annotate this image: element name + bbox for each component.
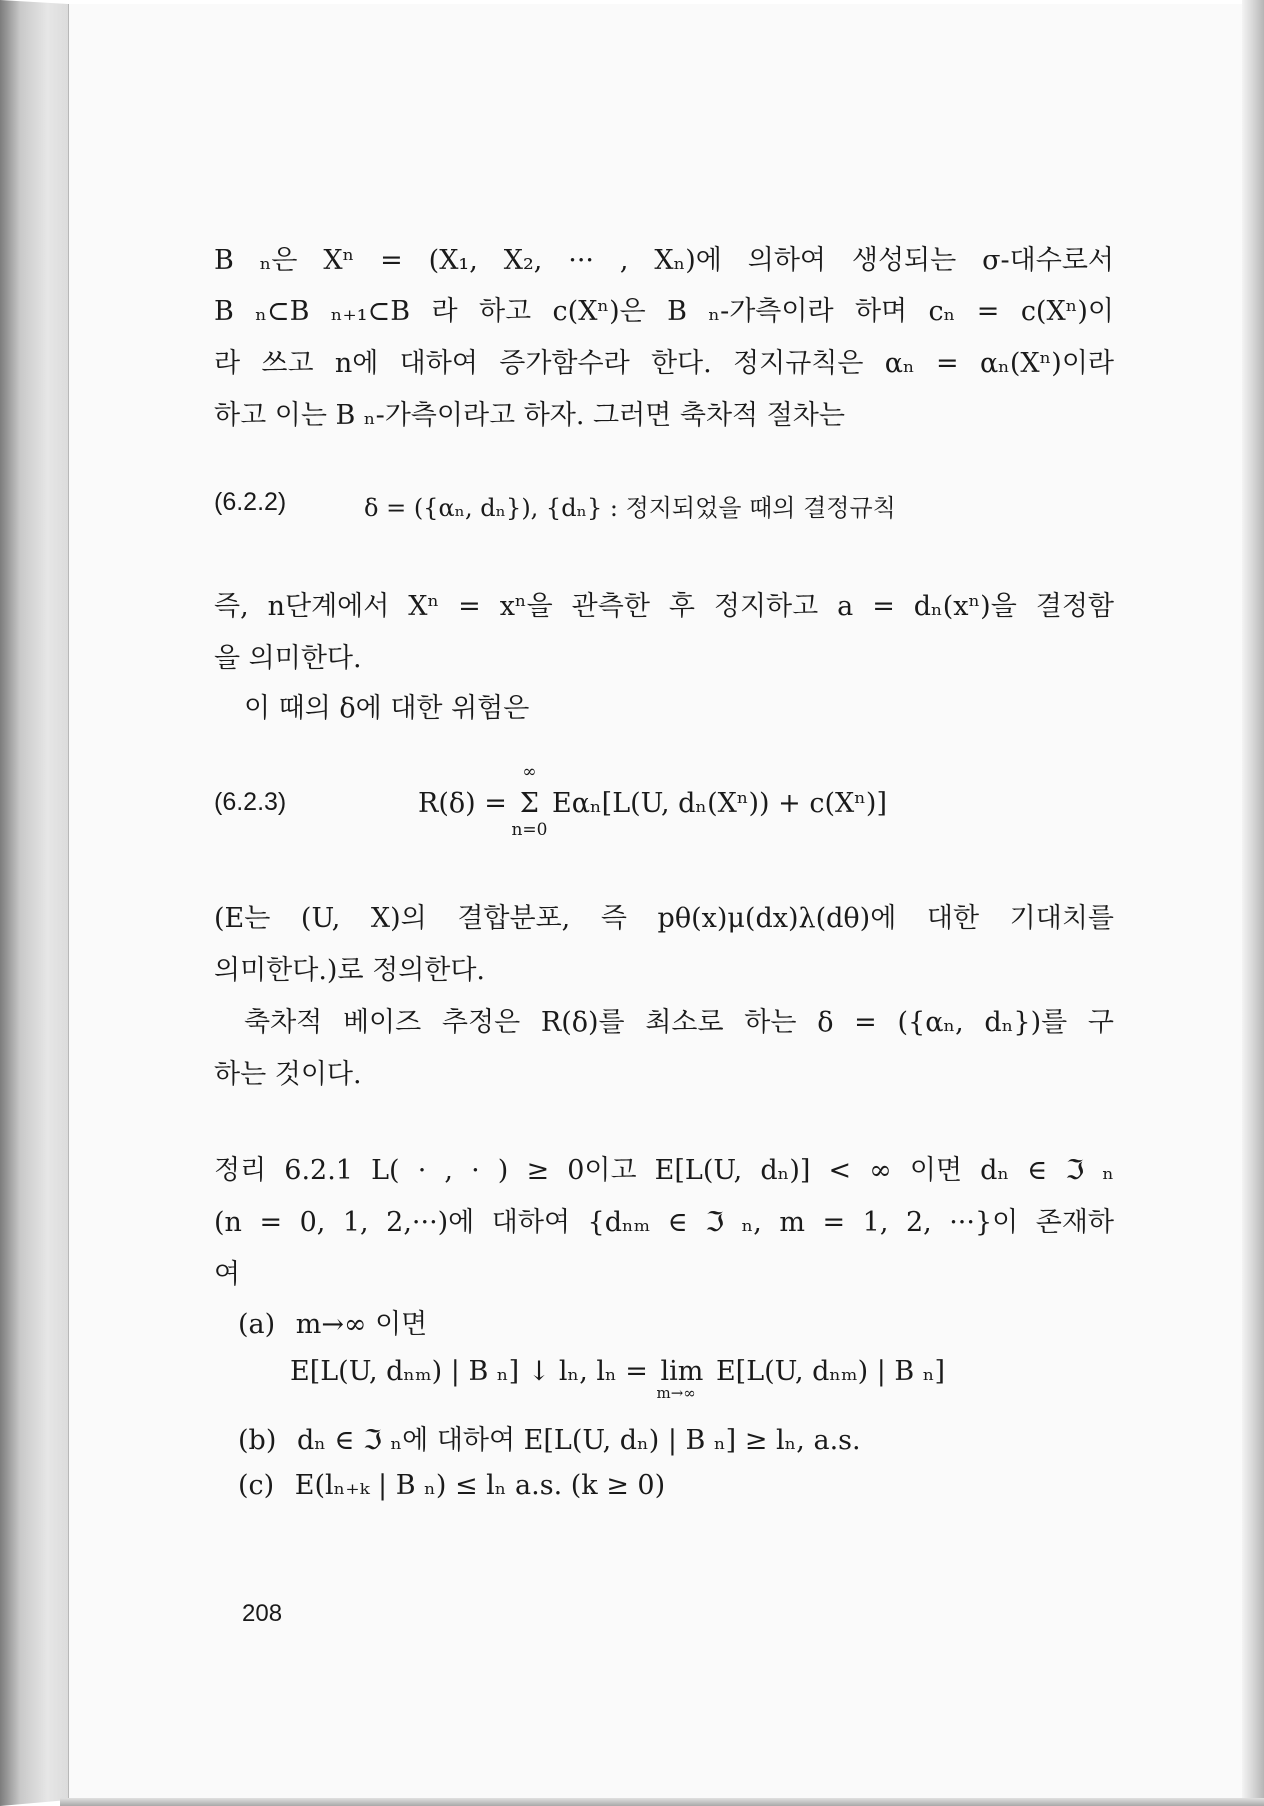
page-right-shadow: [1242, 0, 1264, 1806]
condition-c-text: E(lₙ₊ₖ | B ₙ) ≤ lₙ a.s. (k ≥ 0): [294, 1470, 666, 1501]
limit-word: lim: [660, 1356, 704, 1387]
equation-number: (6.2.2): [214, 488, 287, 516]
limit-subscript: m→∞: [656, 1384, 696, 1402]
text-line-4: 하고 이는 B ₙ-가측이라고 하자. 그러면 축차적 절차는: [214, 400, 845, 431]
text-line-11: 하는 것이다.: [214, 1059, 362, 1090]
text-line-10: 축차적 베이즈 추정은 R(δ)를 최소로 하는 δ = ({αₙ, dₙ})를 구: [244, 1007, 1114, 1038]
text-line-5: 즉, n단계에서 Xⁿ = xⁿ을 관측한 후 정지하고 a = dₙ(xⁿ)을 결정함: [214, 591, 1114, 622]
condition-a-equation: [290, 1356, 946, 1402]
sum-lower-limit: n=0: [511, 820, 548, 840]
theorem-line-2: (n = 0, 1, 2,···)에 대하여 {dₙₘ ∈ ℑ ₙ, m = 1, 2, ···}이 존재하: [214, 1207, 1114, 1238]
condition-a-text: m→∞ 이면: [295, 1309, 428, 1340]
condition-a: [238, 1302, 427, 1341]
condition-c: [238, 1470, 665, 1501]
sum-symbol: Σ: [519, 788, 539, 819]
equation-body: [418, 762, 887, 840]
text-line-8: (E는 (U, X)의 결합분포, 즉 pθ(x)μ(dx)λ(dθ)에 대한 기대치를: [214, 903, 1114, 934]
book-spine: [0, 0, 68, 1806]
text-line-6: 을 의미한다.: [214, 643, 362, 674]
limit-operator: [656, 1356, 704, 1402]
sum-upper-limit: ∞: [522, 762, 537, 782]
condition-c-label: (c): [238, 1470, 275, 1501]
theorem-line-1: 정리 6.2.1 L( · , · ) ≥ 0이고 E[L(U, dₙ)] < ∞ 이면 dₙ ∈ ℑ ₙ: [214, 1155, 1114, 1186]
theorem-line-3: 여: [214, 1259, 241, 1290]
condition-a-eq-right: E[L(U, dₙₘ) | B ₙ]: [715, 1356, 946, 1387]
equation-body: δ = ({αₙ, dₙ}), {dₙ} : 정지되었을 때의 결정규칙: [364, 494, 896, 522]
text-line-2: B ₙ⊂B ₙ₊₁⊂B 라 하고 c(Xⁿ)은 B ₙ-가측이라 하며 cₙ = c(Xⁿ)이: [214, 296, 1114, 327]
summation: [511, 762, 548, 840]
equation-rhs: Eαₙ[L(U, dₙ(Xⁿ)) + c(Xⁿ)]: [552, 788, 887, 819]
condition-a-label: (a): [238, 1309, 276, 1340]
text-line-7: 이 때의 δ에 대한 위험은: [244, 693, 530, 724]
condition-a-eq-left: E[L(U, dₙₘ) | B ₙ] ↓ lₙ, lₙ =: [290, 1356, 648, 1387]
text-line-1: B ₙ은 Xⁿ = (X₁, X₂, ··· , Xₙ)에 의하여 생성되는 σ-대수로서: [214, 245, 1114, 276]
text-line-9: 의미한다.)로 정의한다.: [214, 955, 486, 986]
condition-b-label: (b): [238, 1425, 277, 1456]
text-line-3: 라 쓰고 n에 대하여 증가함수라 한다. 정지규칙은 αₙ = αₙ(Xⁿ)이라: [214, 348, 1114, 379]
condition-b: [238, 1418, 861, 1457]
equation-number: (6.2.3): [214, 788, 287, 816]
page-number: 208: [242, 1600, 283, 1627]
page-bottom-shadow: [60, 1798, 1264, 1806]
equation-lhs: R(δ) =: [418, 788, 507, 819]
condition-b-text: dₙ ∈ ℑ ₙ에 대하여 E[L(U, dₙ) | B ₙ] ≥ lₙ, a.s.: [296, 1425, 861, 1456]
